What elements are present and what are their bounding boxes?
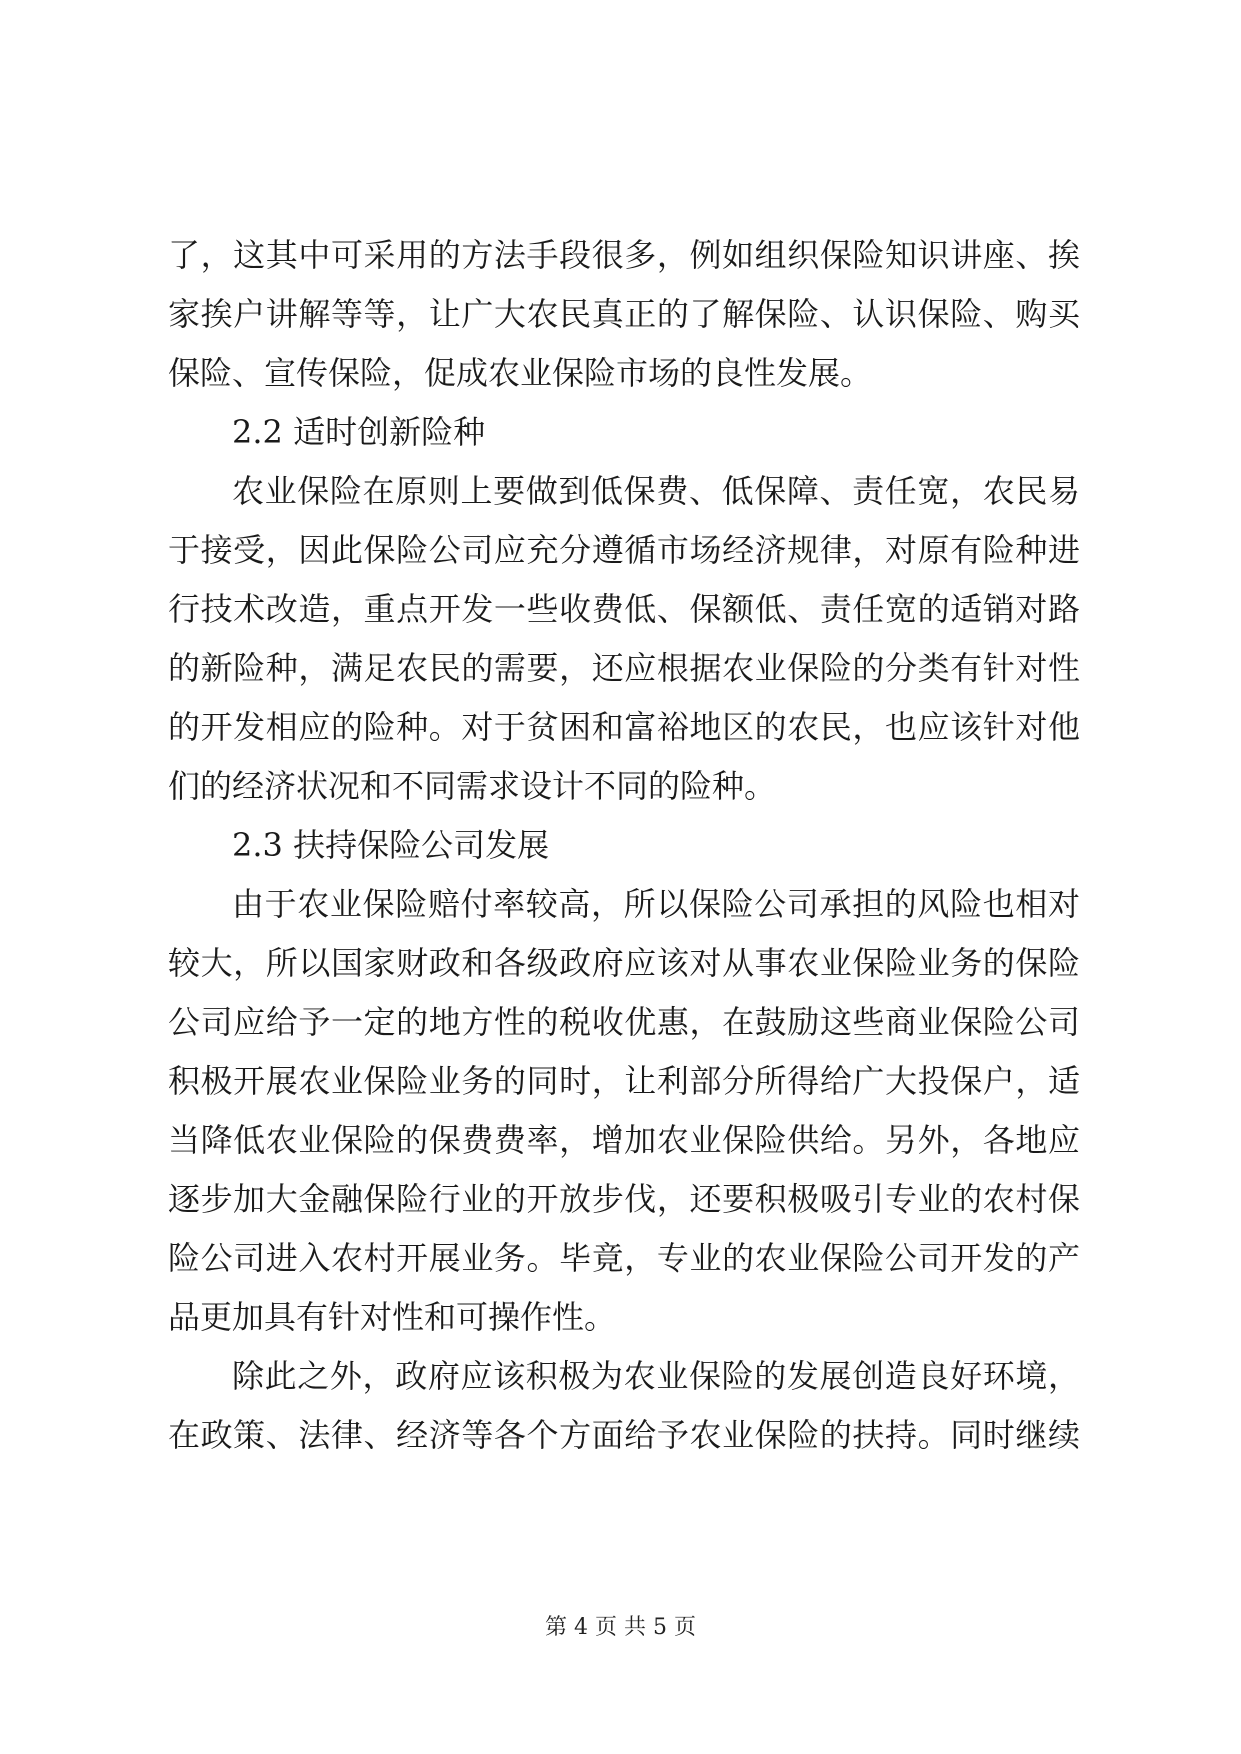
text-line: 的新险种，满足农民的需要，还应根据农业保险的分类有针对性 (168, 649, 1080, 687)
text-line: 们的经济状况和不同需求设计不同的险种。 (168, 767, 777, 805)
text-line: 当降低农业保险的保费费率，增加农业保险供给。另外，各地应 (168, 1121, 1080, 1159)
page-number-footer: 第 4 页 共 5 页 (545, 1615, 696, 1640)
text-line: 逐步加大金融保险行业的开放步伐，还要积极吸引专业的农村保 (168, 1180, 1080, 1218)
section-heading: 2.2 适时创新险种 (232, 413, 486, 451)
text-line: 保险、宣传保险，促成农业保险市场的良性发展。 (168, 354, 873, 392)
text-line: 在政策、法律、经济等各个方面给予农业保险的扶持。同时继续 (168, 1416, 1080, 1454)
text-line: 积极开展农业保险业务的同时，让利部分所得给广大投保户，适 (168, 1062, 1080, 1100)
text-line: 家挨户讲解等等，让广大农民真正的了解保险、认识保险、购买 (168, 295, 1080, 333)
text-line: 险公司进入农村开展业务。毕竟，专业的农业保险公司开发的产 (168, 1239, 1080, 1277)
document-body (168, 226, 1080, 1465)
text-line: 行技术改造，重点开发一些收费低、保额低、责任宽的适销对路 (168, 590, 1080, 628)
text-line: 公司应给予一定的地方性的税收优惠，在鼓励这些商业保险公司 (168, 1003, 1080, 1041)
section-heading: 2.3 扶持保险公司发展 (232, 826, 550, 864)
text-line: 除此之外，政府应该积极为农业保险的发展创造良好环境， (232, 1357, 1080, 1395)
text-line: 于接受，因此保险公司应充分遵循市场经济规律，对原有险种进 (168, 531, 1080, 569)
text-line: 品更加具有针对性和可操作性。 (168, 1298, 617, 1336)
text-line: 了，这其中可采用的方法手段很多，例如组织保险知识讲座、挨 (168, 236, 1080, 274)
text-line: 较大，所以国家财政和各级政府应该对从事农业保险业务的保险 (168, 944, 1080, 982)
text-line: 的开发相应的险种。对于贫困和富裕地区的农民，也应该针对他 (168, 708, 1080, 746)
text-line: 由于农业保险赔付率较高，所以保险公司承担的风险也相对 (232, 885, 1080, 923)
text-line: 农业保险在原则上要做到低保费、低保障、责任宽，农民易 (232, 472, 1080, 510)
